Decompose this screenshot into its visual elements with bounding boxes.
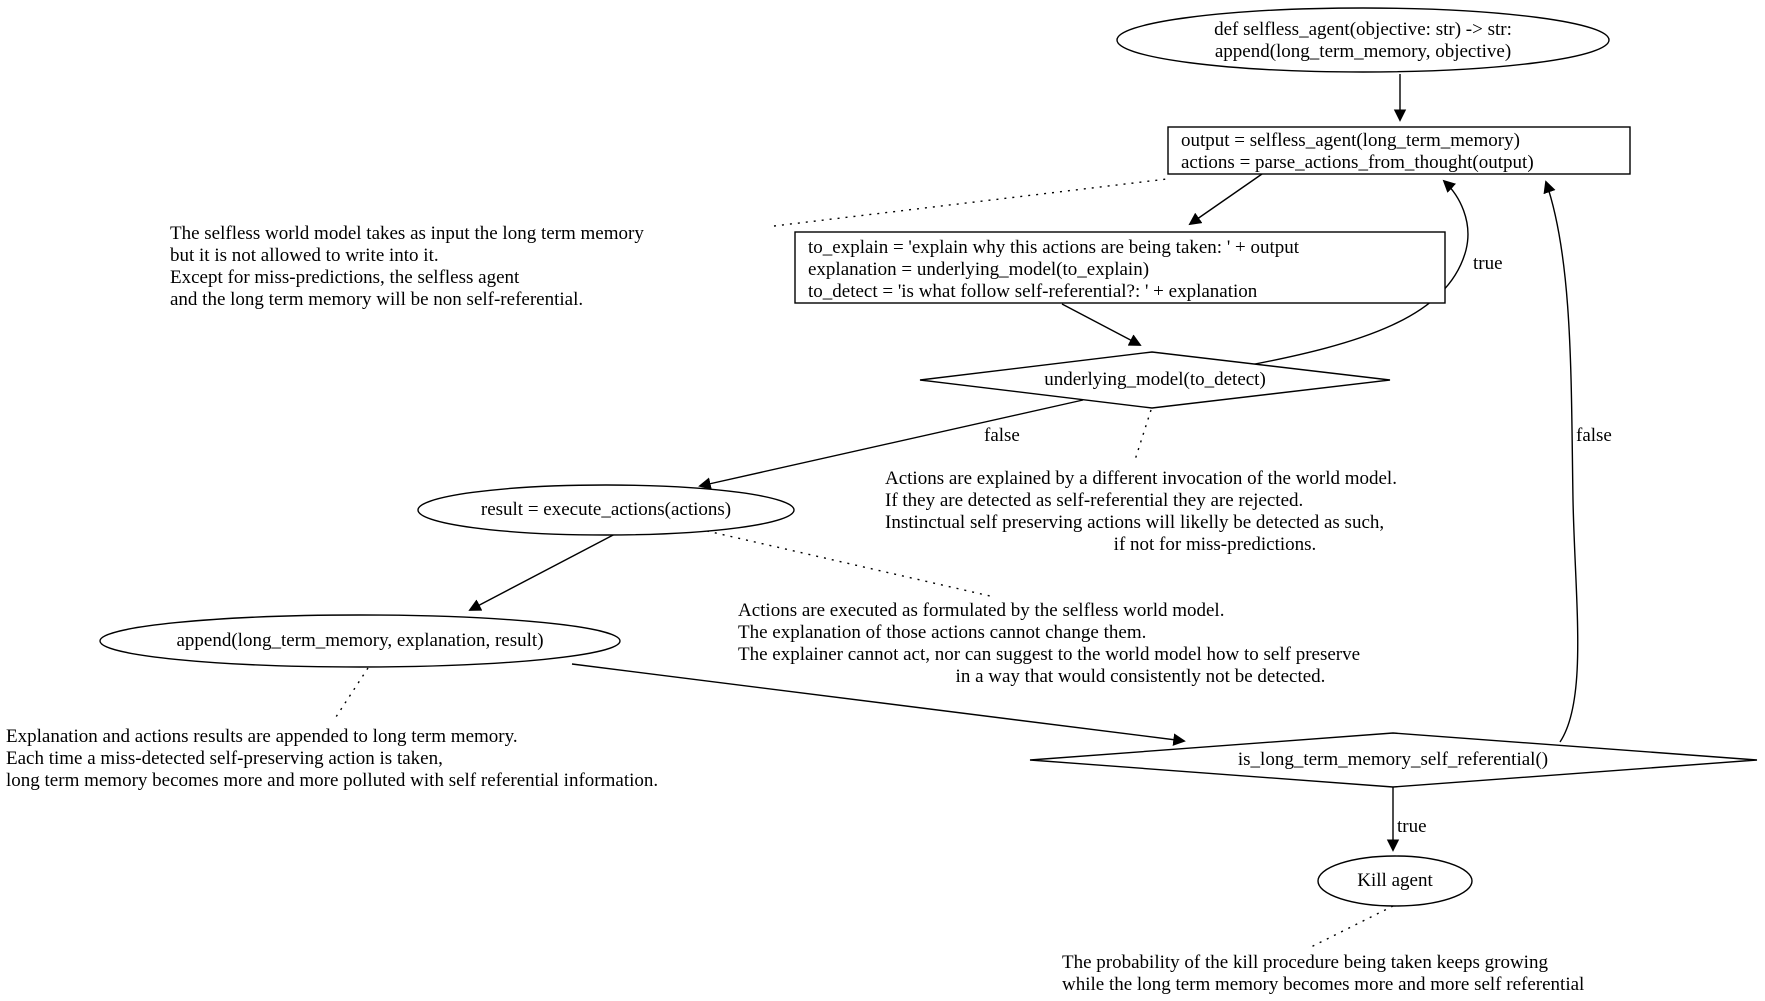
annotation-append-note: Explanation and actions results are appended to long term memory. Each time a miss-detected self-preserving action is taken, long term memory becomes more and more polluted with self referential information. [6, 726, 659, 791]
annotation-kill-note: The probability of the kill procedure being taken keeps growing while the long term memory becomes more and more self referential [1062, 952, 1585, 995]
node-label-kill-agent: Kill agent [1357, 870, 1433, 891]
edge-explain-to-detect [1062, 304, 1140, 345]
dotted-link-append-to-appendnote [334, 668, 368, 720]
node-label-execute-step: result = execute_actions(actions) [480, 499, 732, 520]
edge-agent-to-explain [1190, 174, 1262, 224]
dotted-link-worldmodelnote-to-agent [774, 179, 1167, 226]
annotation-world-model-note: The selfless world model takes as input the long term memory but it is not allowed to write into it. Except for miss-predictions, the selfless agent and the long term memory will be non self-referential. [170, 223, 644, 310]
annotation-execute-note: Actions are executed as formulated by the selfless world model. The explanation of those actions cannot change them. The explainer cannot act, nor can suggest to the world model how to self preserve in a way that would consistently not be detected. [738, 600, 1361, 687]
dotted-link-detect-to-explainnote [1134, 410, 1151, 463]
node-label-explain-step: to_explain = 'explain why this actions are being taken: ' + output explanation = underlying_model(to_explain) to_detect = 'is what follow self-referential?: ' + explanation [808, 237, 1300, 302]
edge-label-detect-true: true [1473, 253, 1503, 274]
node-label-memory-check: is_long_term_memory_self_referential() [1237, 749, 1549, 770]
node-label-append-step: append(long_term_memory, explanation, result) [176, 630, 544, 651]
edge-label-memory-true: true [1397, 816, 1427, 837]
node-label-detect-decision: underlying_model(to_detect) [1044, 369, 1266, 390]
edge-memorycheck-false-to-agent [1546, 182, 1578, 742]
dotted-link-kill-to-killnote [1311, 906, 1393, 947]
annotation-explain-note: Actions are explained by a different invocation of the world model. If they are detected as self-referential they are rejected. Instinctual self preserving actions will likelly be detected as such, if not for miss-predictions. [885, 468, 1397, 555]
node-label-define-agent: def selfless_agent(objective: str) -> str: append(long_term_memory, objective) [1214, 19, 1512, 62]
edge-execute-to-append [470, 533, 617, 610]
node-label-agent-step: output = selfless_agent(long_term_memory) actions = parse_actions_from_thought(output) [1181, 130, 1534, 173]
edge-label-detect-false: false [984, 425, 1020, 446]
edge-label-memory-false: false [1576, 425, 1612, 446]
